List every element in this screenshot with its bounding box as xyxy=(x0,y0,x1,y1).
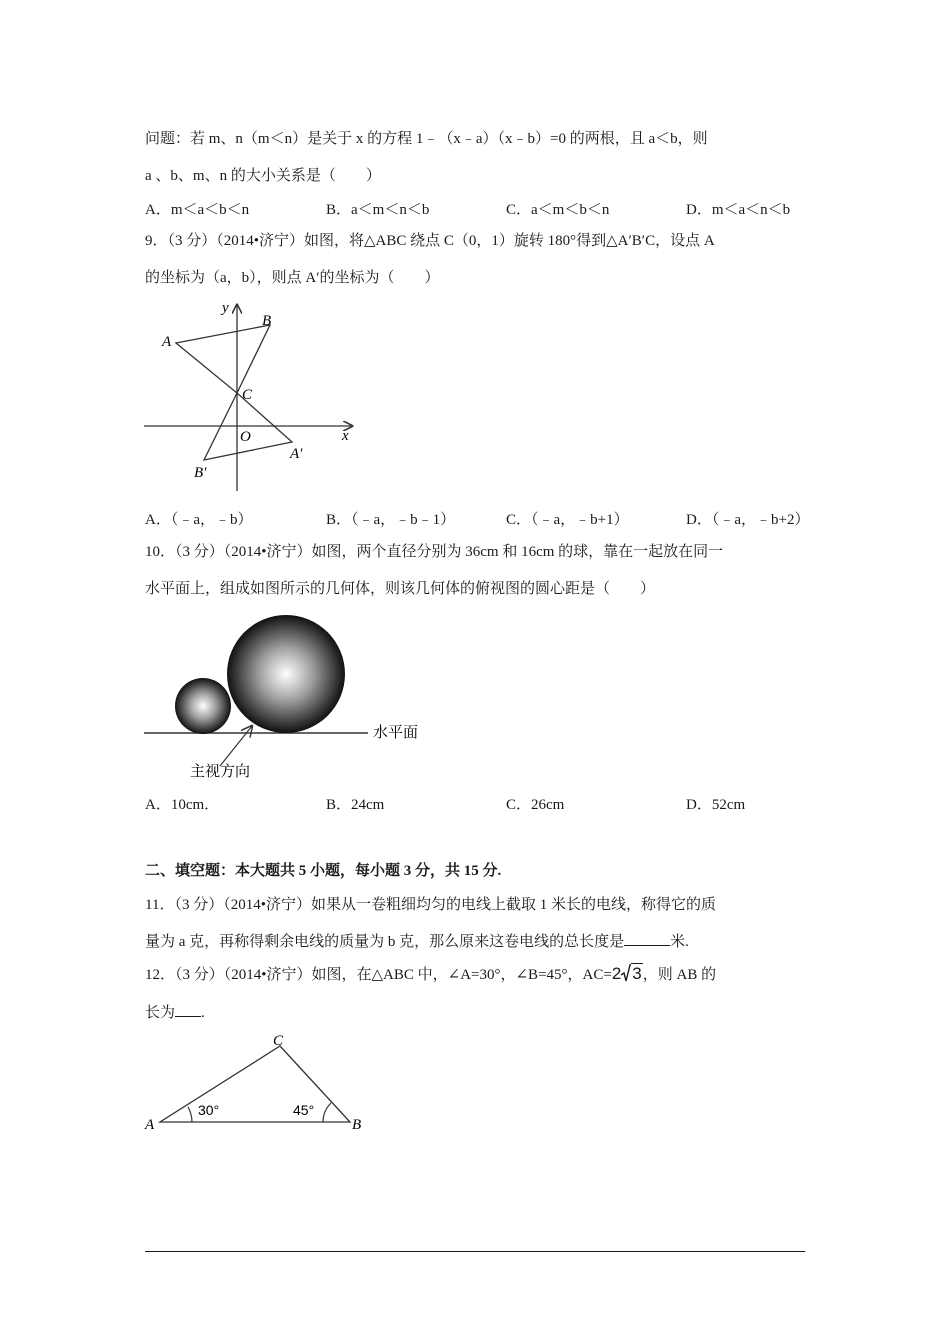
q11-stem-line2 xyxy=(145,930,689,951)
label-view-direction: 主视方向 xyxy=(190,763,251,780)
angle-b-arc xyxy=(323,1103,331,1122)
q12-radical xyxy=(612,964,643,984)
sqrt-sign-icon xyxy=(621,964,631,982)
label-horizontal-plane: 水平面 xyxy=(373,724,419,741)
q8-option-b: B．a＜m＜n＜b xyxy=(326,202,430,218)
q12-radicand: 3 xyxy=(632,964,642,983)
q10-option-a: A．10cm． xyxy=(145,797,220,813)
q12-stem-line2-before: 长为 xyxy=(145,1005,176,1021)
q8-option-c: C．a＜m＜b＜n xyxy=(506,202,610,218)
q10-option-b: B．24cm xyxy=(326,797,385,813)
q12-stem-line2 xyxy=(145,1001,205,1022)
q8-option-d: D．m＜a＜n＜b xyxy=(686,202,791,218)
q11-stem-line2-before: 量为 a 克，再称得剩余电线的质量为 b 克，那么原来这卷电线的总长度是 xyxy=(145,934,625,950)
q12-figure xyxy=(140,1028,380,1138)
large-sphere xyxy=(227,615,345,733)
view-direction-arrow xyxy=(220,726,252,766)
q11-stem-line2-after: 米. xyxy=(670,934,689,950)
footer-rule xyxy=(145,1251,805,1252)
label-b: B xyxy=(352,1117,362,1133)
triangle-abc xyxy=(160,1046,350,1122)
q10-stem-line2: 水平面上，组成如图所示的几何体，则该几何体的俯视图的圆心距是（ ） xyxy=(145,581,656,597)
q12-stem-line2-after: . xyxy=(201,1005,205,1021)
q10-option-c: C．26cm xyxy=(506,797,565,813)
q9-option-d: D．（﹣a，﹣b+2） xyxy=(686,512,810,528)
q12-stem-line1 xyxy=(145,963,716,984)
q10-option-d: D．52cm xyxy=(686,797,746,813)
label-b-prime: B′ xyxy=(194,465,207,481)
q8-option-a: A．m＜a＜b＜n xyxy=(145,202,250,218)
q9-figure xyxy=(140,295,365,495)
angle-a-arc xyxy=(188,1107,192,1122)
q12-radical-coef: 2 xyxy=(611,964,622,983)
label-angle-b: 45° xyxy=(293,1102,315,1118)
q9-option-a: A．（﹣a，﹣b） xyxy=(145,512,253,528)
label-b: B xyxy=(262,313,272,329)
small-sphere xyxy=(175,678,231,734)
q8-stem-line1: 问题：若 m、n（m＜n）是关于 x 的方程 1﹣（x﹣a）（x﹣b）=0 的两根，且 a＜b，则 xyxy=(145,131,708,147)
q9-option-c: C．（﹣a，﹣b+1） xyxy=(506,512,629,528)
q12-stem-line1-before: 12．（3 分）（2014•济宁）如图，在△ABC 中，∠A=30°，∠B=45°，AC= xyxy=(145,967,612,983)
label-c: C xyxy=(242,387,253,403)
q12-answer-blank xyxy=(175,1002,201,1017)
q8-stem-line2: a 、b、m、n 的大小关系是（ ） xyxy=(145,168,381,184)
q11-answer-blank xyxy=(624,931,670,946)
q9-option-b: B．（﹣a，﹣b﹣1） xyxy=(326,512,456,528)
label-angle-a: 30° xyxy=(198,1102,220,1118)
triangle-abc xyxy=(176,325,270,393)
label-y: y xyxy=(222,300,229,316)
q10-figure xyxy=(140,605,440,785)
label-o: O xyxy=(240,429,251,445)
q10-stem-line1: 10．（3 分）（2014•济宁）如图，两个直径分别为 36cm 和 16cm 的球，靠在一起放在同一 xyxy=(145,544,724,560)
q9-stem-line2: 的坐标为（a，b），则点 A′的坐标为（ ） xyxy=(145,270,440,286)
label-a-prime: A′ xyxy=(290,446,303,462)
q11-stem-line1: 11．（3 分）（2014•济宁）如果从一卷粗细均匀的电线上截取 1 米长的电线，称得它的质 xyxy=(145,897,716,913)
label-a: A xyxy=(145,1117,155,1133)
section2-title: 二、填空题：本大题共 5 小题，每小题 3 分，共 15 分. xyxy=(145,863,502,879)
label-x: x xyxy=(342,428,349,444)
q9-stem-line1: 9．（3 分）（2014•济宁）如图，将△ABC 绕点 C（0，1）旋转 180°得到△A′B′C，设点 A xyxy=(145,233,715,249)
q12-stem-line1-after: ，则 AB 的 xyxy=(642,967,717,983)
label-a: A xyxy=(162,334,172,350)
label-c: C xyxy=(273,1033,284,1049)
